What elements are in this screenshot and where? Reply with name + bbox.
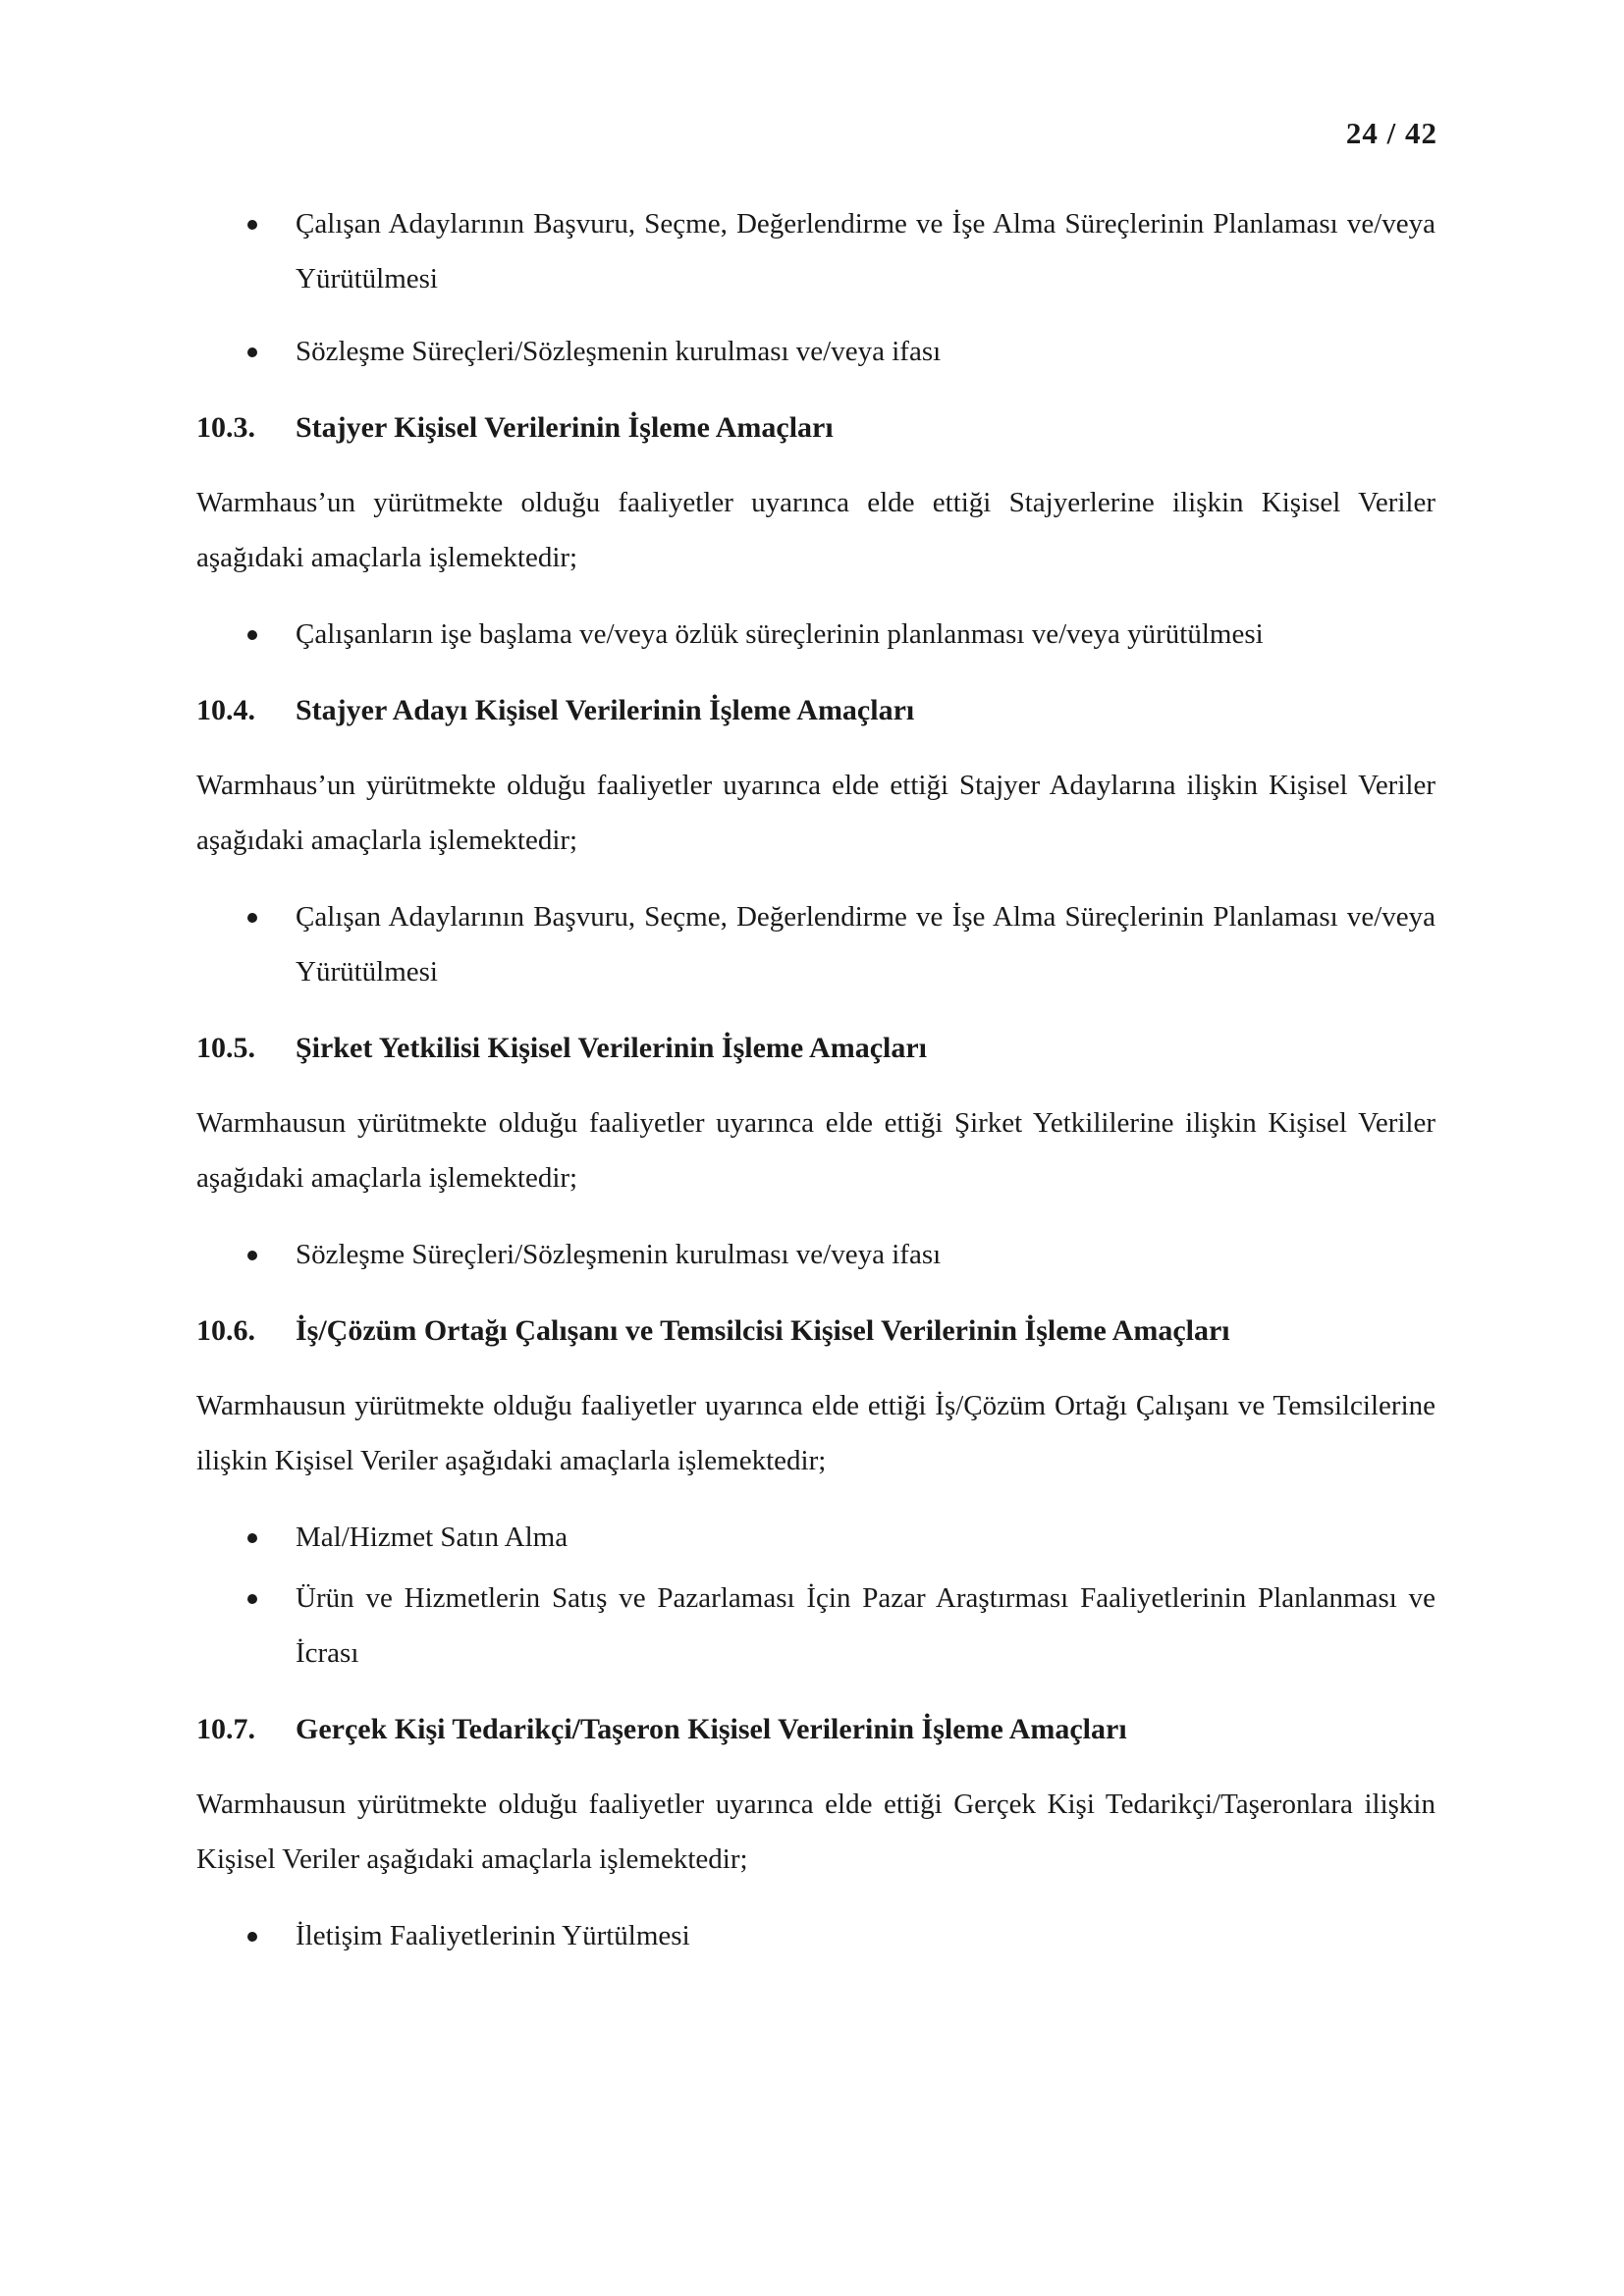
list-item: Çalışan Adaylarının Başvuru, Seçme, Değerlendirme ve İşe Alma Süreçlerinin Planlaması ve/veya Yürütülmesi bbox=[196, 196, 1435, 306]
list-item: Ürün ve Hizmetlerin Satış ve Pazarlaması İçin Pazar Araştırması Faaliyetlerinin Planlanması ve İcrası bbox=[196, 1571, 1435, 1681]
bullet-list-10-4 bbox=[196, 889, 1435, 999]
bullet-list-10-6 bbox=[196, 1510, 1435, 1681]
list-item: Çalışanların işe başlama ve/veya özlük süreçlerinin planlanması ve/veya yürütülmesi bbox=[196, 607, 1435, 662]
page-content bbox=[196, 196, 1435, 1963]
section-heading-10-7: 10.7. Gerçek Kişi Tedarikçi/Taşeron Kişisel Verilerinin İşleme Amaçları bbox=[196, 1713, 1127, 1745]
bullet-list-top bbox=[196, 196, 1435, 379]
section-paragraph: Warmhausun yürütmekte olduğu faaliyetler uyarınca elde ettiği Şirket Yetkililerine ilişkin Kişisel Veriler aşağıdaki amaçlarla işlemektedir; bbox=[196, 1107, 1435, 1194]
bullet-icon bbox=[247, 1251, 257, 1260]
bullet-icon bbox=[247, 220, 257, 230]
section-heading-10-6: 10.6. İş/Çözüm Ortağı Çalışanı ve Temsilcisi Kişisel Verilerinin İşleme Amaçları bbox=[196, 1314, 1230, 1347]
bullet-icon bbox=[247, 1932, 257, 1942]
bullet-list-10-5 bbox=[196, 1227, 1435, 1282]
list-item: Mal/Hizmet Satın Alma bbox=[196, 1510, 1435, 1565]
bullet-icon bbox=[247, 347, 257, 357]
bullet-icon bbox=[247, 630, 257, 640]
bullet-list-10-3 bbox=[196, 607, 1435, 662]
bullet-icon bbox=[247, 1533, 257, 1543]
section-paragraph: Warmhausun yürütmekte olduğu faaliyetler uyarınca elde ettiği Gerçek Kişi Tedarikçi/Taşeronlara ilişkin Kişisel Veriler aşağıdaki amaçlarla işlemektedir; bbox=[196, 1789, 1435, 1875]
list-item: Sözleşme Süreçleri/Sözleşmenin kurulması ve/veya ifası bbox=[196, 1227, 1435, 1282]
section-heading-10-4: 10.4. Stajyer Adayı Kişisel Verilerinin İşleme Amaçları bbox=[196, 694, 915, 726]
page-number: 24 / 42 bbox=[1345, 116, 1437, 150]
list-item: Sözleşme Süreçleri/Sözleşmenin kurulması ve/veya ifası bbox=[196, 324, 1435, 379]
section-paragraph: Warmhaus’un yürütmekte olduğu faaliyetler uyarınca elde ettiği Stajyerlerine ilişkin Kişisel Veriler aşağıdaki amaçlarla işlemektedir; bbox=[196, 487, 1435, 573]
section-paragraph: Warmhausun yürütmekte olduğu faaliyetler uyarınca elde ettiği İş/Çözüm Ortağı Çalışanı ve Temsilcilerine ilişkin Kişisel Veriler aşağıdaki amaçlarla işlemektedir; bbox=[196, 1390, 1435, 1476]
section-paragraph: Warmhaus’un yürütmekte olduğu faaliyetler uyarınca elde ettiği Stajyer Adaylarına ilişkin Kişisel Veriler aşağıdaki amaçlarla işlemektedir; bbox=[196, 770, 1435, 856]
bullet-list-10-7 bbox=[196, 1908, 1435, 1963]
list-item: İletişim Faaliyetlerinin Yürtülmesi bbox=[196, 1908, 1435, 1963]
section-heading-10-5: 10.5. Şirket Yetkilisi Kişisel Verilerinin İşleme Amaçları bbox=[196, 1032, 928, 1064]
section-heading-10-3: 10.3. Stajyer Kişisel Verilerinin İşleme Amaçları bbox=[196, 411, 834, 444]
list-item: Çalışan Adaylarının Başvuru, Seçme, Değerlendirme ve İşe Alma Süreçlerinin Planlaması ve/veya Yürütülmesi bbox=[196, 889, 1435, 999]
bullet-icon bbox=[247, 1594, 257, 1604]
bullet-icon bbox=[247, 913, 257, 923]
